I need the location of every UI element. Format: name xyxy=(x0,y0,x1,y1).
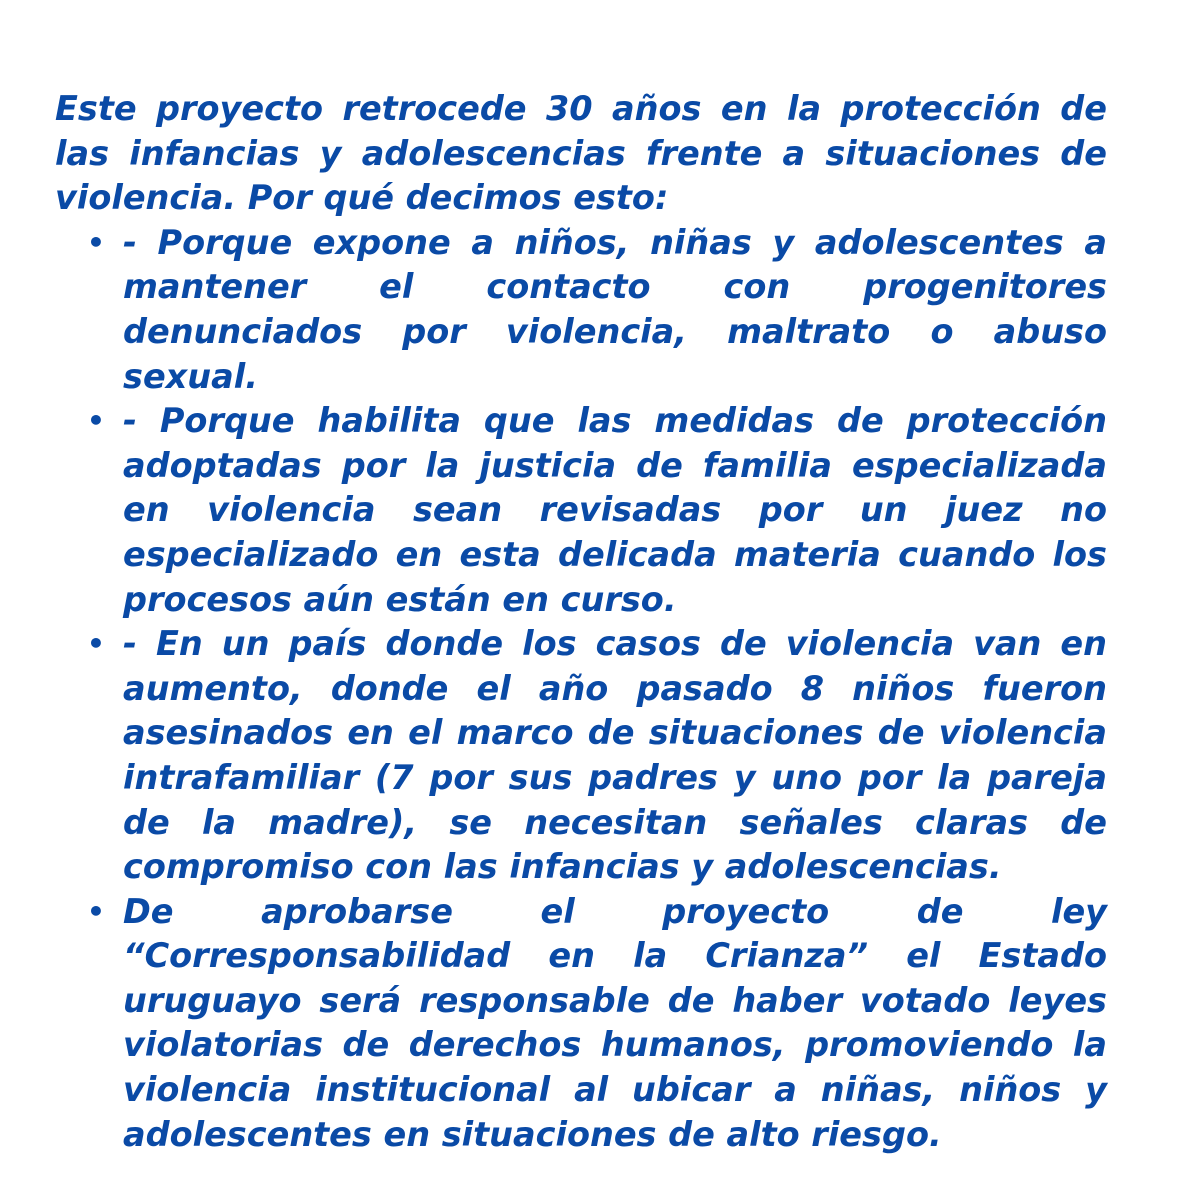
list-item xyxy=(87,399,1107,622)
bullet-icon: • xyxy=(87,225,105,259)
bullet-icon: • xyxy=(87,627,105,661)
list-item-text: - En un país donde los casos de violencia van en aumento, donde el año pasado 8 niños fueron asesinados en el marco de situaciones de violencia intrafamiliar (7 por sus padres y uno por la pareja de la madre), se necesitan señales claras de compromiso con las infancias y adolescencias. xyxy=(123,624,1107,887)
document-body xyxy=(55,87,1107,1157)
list-item xyxy=(87,890,1107,1158)
list-item xyxy=(87,622,1107,890)
bullet-list xyxy=(55,221,1107,1157)
list-item-text: De aprobarse el proyecto de ley “Corresponsabilidad en la Crianza” el Estado uruguayo será responsable de haber votado leyes violatorias de derechos humanos, promoviendo la violencia institucional al ubicar a niñas, niños y adolescentes en situaciones de alto riesgo. xyxy=(123,891,1107,1154)
bullet-icon: • xyxy=(87,894,105,928)
intro-paragraph: Este proyecto retrocede 30 años en la protección de las infancias y adolescencias frente a situaciones de violencia. Por qué decimos esto: xyxy=(55,89,1107,218)
list-item xyxy=(87,221,1107,399)
bullet-icon: • xyxy=(87,404,105,438)
list-item-text: - Porque habilita que las medidas de protección adoptadas por la justicia de familia especializada en violencia sean revisadas por un juez no especializado en esta delicada materia cuando los procesos aún están en curso. xyxy=(123,401,1107,619)
list-item-text: - Porque expone a niños, niñas y adolescentes a mantener el contacto con progenitores denunciados por violencia, maltrato o abuso sexual. xyxy=(123,222,1107,396)
